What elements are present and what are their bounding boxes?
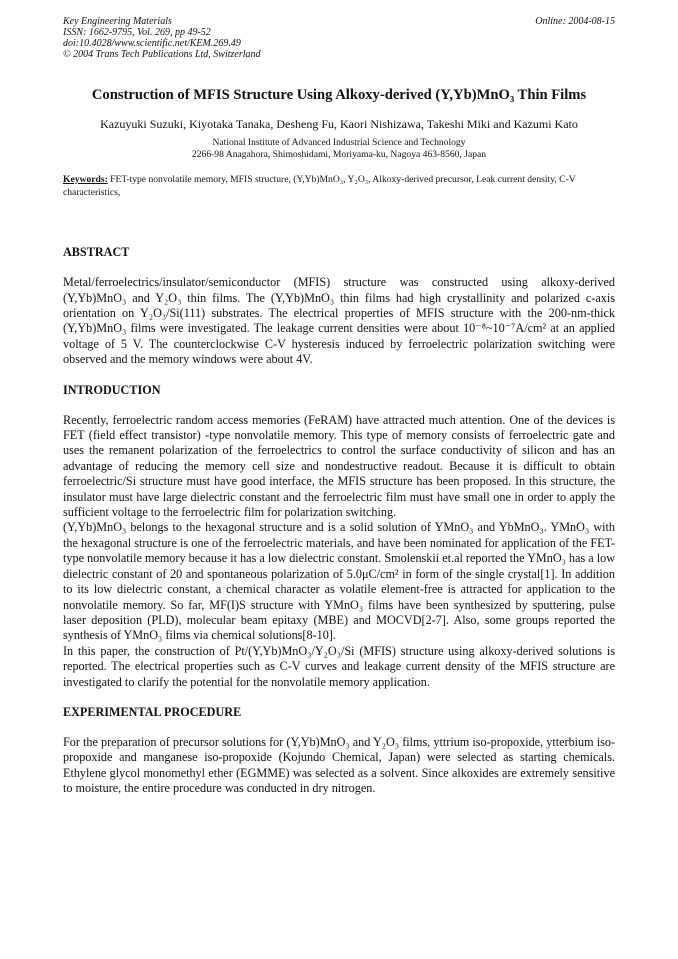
keywords xyxy=(63,174,615,199)
introduction-paragraph-1: Recently, ferroelectric random access memories (FeRAM) have attracted much attention. One of the devices is FET (field effect transistor) -type nonvolatile memory. This type of memory consists of ferroelectric gate and uses the remanent polarization of the ferroelectrics to control the surface conductivity of silicon and has an advantage of reducing the memory cell size and nondestructive readout. Because it is difficult to obtain ferroelectric/Si structure must have good interface, the MFIS structure has been proposed. In this structure, the insulator must have large dielectric constant and the ferroelectric film must have small one in order to apply the sufficient voltage to the ferroelectric film for polarization switching. xyxy=(63,412,615,520)
experimental-heading: EXPERIMENTAL PROCEDURE xyxy=(63,704,242,719)
abstract-text: Metal/ferroelectrics/insulator/semiconductor (MFIS) structure was constructed using alkoxy-derived (Y,Yb)MnO₃ and Y₂O₃ thin films. The (Y,Yb)MnO₃ thin films had high crystallinity and polarized c-axis orientation on Y₂O₃/Si(111) substrates. The electrical properties of MFIS structure with the 200-nm-thick (Y,Yb)MnO₃ films were investigated. The leakage current densities were about 10⁻⁸~10⁻⁷A/cm² at an applied voltage of 5 V. The counterclockwise C-V hysteresis induced by ferroelectric polarization switching were observed and the memory windows were about 4V. xyxy=(63,275,615,367)
affiliation-institute: National Institute of Advanced Industrial Science and Technology xyxy=(212,137,466,148)
abstract-section xyxy=(63,245,615,367)
online-date: Online: 2004-08-15 xyxy=(535,16,615,27)
journal-issn: ISSN: 1662-9795, Vol. 269, pp 49-52 xyxy=(63,27,211,38)
journal-doi: doi:10.4028/www.scientific.net/KEM.269.49 xyxy=(63,38,241,49)
journal-header xyxy=(63,16,615,60)
author-list: Kazuyuki Suzuki, Kiyotaka Tanaka, Desheng Fu, Kaori Nishizawa, Takeshi Miki and Kazumi Kato xyxy=(100,117,578,131)
journal-copyright: © 2004 Trans Tech Publications Ltd, Switzerland xyxy=(63,49,261,60)
experimental-paragraph-1: For the preparation of precursor solutions for (Y,Yb)MnO₃ and Y₂O₃ films, yttrium iso-propoxide, ytterbium iso-propoxide and manganese iso-propoxide (Kojundo Chemical, Japan) were selected as starting chemicals. Ethylene glycol monomethyl ether (EGMME) was selected as a solvent. Since alkoxides are extremely sensitive to moisture, the entire procedure was conducted in dry nitrogen. xyxy=(63,734,615,796)
introduction-section xyxy=(63,383,615,690)
affiliation-address: 2266-98 Anagahora, Shimoshidami, Moriyama-ku, Nagoya 463-8560, Japan xyxy=(191,149,487,160)
keywords-text: FET-type nonvolatile memory, MFIS structure, (Y,Yb)MnO₃, Y₂O₃, Alkoxy-derived precursor, Leak current density, C-V characteristics, xyxy=(63,174,576,198)
journal-info xyxy=(63,16,261,60)
experimental-section xyxy=(63,705,615,797)
introduction-paragraph-2: (Y,Yb)MnO₃ belongs to the hexagonal structure and is a solid solution of YMnO₃ and YbMnO₃. YMnO₃ with the hexagonal structure is one of the ferroelectric materials, and have been nominated for application of the FET-type nonvolatile memory because it has a low dielectric constant. Smolenskii et.al reported the YMnO₃ has a low dielectric constant of 20 and spontaneous polarization of 5.0μC/cm² in form of the single crystal[1]. In addition to its low dielectric constant, a chemical character as volatile element-free is attracted for application to the nonvolatile memory. So far, MF(I)S structure with YMnO₃ films have been synthesized by sputtering, pulse laser deposition (PLD), molecular beam epitaxy (MBE) and MOCVD[2-7]. Also, some groups reported the synthesis of YMnO₃ films via chemical solutions[8-10]. xyxy=(63,520,615,643)
paper-title: Construction of MFIS Structure Using Alkoxy-derived (Y,Yb)MnO₃ Thin Films xyxy=(91,87,587,103)
paper-page xyxy=(63,16,615,797)
introduction-heading: INTRODUCTION xyxy=(63,382,161,397)
journal-name: Key Engineering Materials xyxy=(63,16,172,27)
introduction-paragraph-3: In this paper, the construction of Pt/(Y,Yb)MnO₃/Y₂O₃/Si (MFIS) structure using alkoxy-derived solutions is reported. The electrical properties such as C-V curves and leakage current density of the MFIS structure are investigated to clarify the potential for the nonvolatile memory application. xyxy=(63,643,615,689)
keywords-label: Keywords: xyxy=(63,174,108,185)
abstract-heading: ABSTRACT xyxy=(63,245,130,260)
affiliation xyxy=(63,137,615,161)
